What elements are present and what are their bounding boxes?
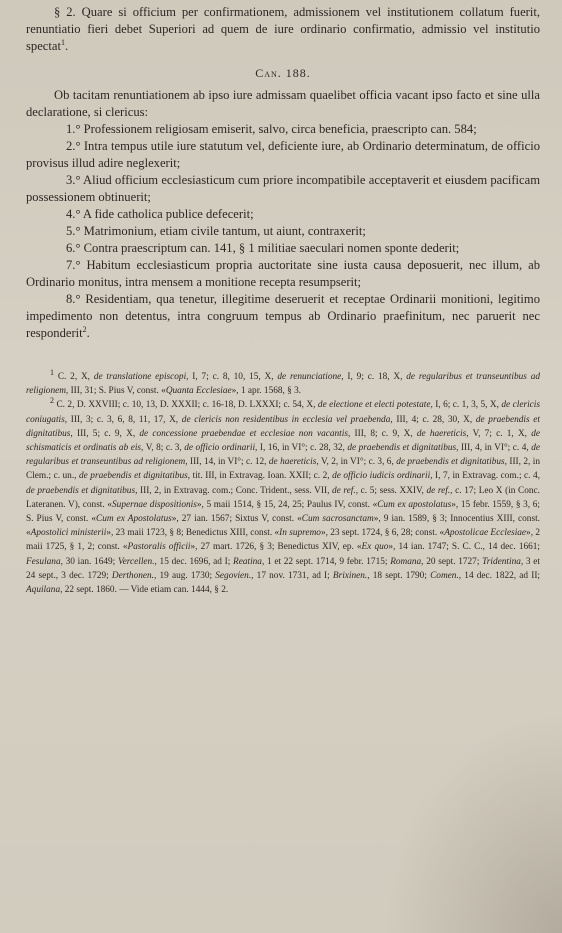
fn1-title: de regularibus et transeuntibus ad religionem,: [26, 372, 540, 397]
fn2-text: 17 nov. 1731, ad I;: [253, 570, 333, 581]
fn1-title: Quanta Ecclesiae: [165, 386, 232, 397]
fn2-text: III, 14, in VI°; c. 12,: [187, 457, 269, 468]
photo-shadow: [382, 713, 562, 933]
canon-title: Can. 188.: [255, 66, 311, 80]
fn2-title: de clericis coniugatis,: [26, 400, 540, 425]
fn2-title: de praebendis et dignitatibus,: [396, 457, 507, 468]
fn2-title: Cum ex Apostolatus: [96, 514, 172, 525]
fn2-text: », 23 maii 1723, § 8; Benedictus XIII, const. «: [106, 528, 280, 539]
fn1-title: de renunciatione,: [277, 372, 344, 382]
fn2-title: de haereticis,: [268, 457, 319, 468]
fn2-text: 1 et 22 sept. 1714, 9 febr. 1715;: [264, 556, 391, 567]
fn2-title: de clericis non residentibus in ecclesia vel praebenda,: [181, 414, 393, 425]
fn2-title: Apostolici ministerii: [30, 528, 107, 539]
fn2-text: III, 2, in Extravag. com.; Conc. Trident., sess. VII,: [137, 485, 333, 496]
fn1-text: I, 7; c. 8, 10, 15, X,: [188, 372, 278, 382]
fn1-text: », 1 apr. 1568, § 3.: [231, 386, 302, 397]
fn2-text: III, 2, in Clem.; c. un.,: [26, 457, 540, 482]
fn2-text: 19 aug. 1730;: [156, 570, 216, 581]
footnote-ref-2: 2: [82, 324, 87, 334]
fn2-title: Reatina,: [233, 556, 265, 567]
section-2-text: § 2. Quare si officium per confirmationem, admissionem vel institutionem collatum fuerit, renuntiatio fieri debet Superiori ad quem de iure ordinario confirmatio, admissio vel institutio spectat: [26, 5, 540, 53]
canon-item-4: 4.° A fide catholica publice defecerit;: [66, 207, 254, 221]
fn2-text: III, 4, in VI°; c. 4,: [458, 443, 532, 454]
fn2-text: », 23 sept. 1724, § 6, 28; const. «: [320, 528, 445, 539]
fn2-text: I, 6; c. 1, 3, 5, X,: [432, 400, 502, 411]
fn2-title: de electione et electi potestate,: [317, 400, 433, 411]
fn2-title: Fesulana,: [26, 556, 63, 567]
fn2-title: de ref.,: [426, 485, 453, 496]
fn2-text: C. 2, D. XXVIII; c. 10, 13, D. XXXII; c. 16-18, D. LXXXI; c. 54, X,: [56, 400, 318, 411]
fn2-title: de officio iudicis ordinarii,: [332, 471, 433, 482]
fn2-title: Apostolicae Ecclesiae: [444, 528, 527, 539]
fn2-title: Cum sacrosanctam: [301, 514, 374, 525]
fn2-text: III, 4; c. 28, 30, X,: [392, 414, 476, 425]
canon-intro: Ob tacitam renuntiationem ab ipso iure admissam quaelibet officia vacant ipso facto et sine ulla declaratione, si clericus:: [26, 88, 540, 119]
fn2-title: Derthonen.,: [111, 570, 157, 581]
fn2-text: I, 16, in VI°; c. 28, 32,: [257, 443, 348, 454]
fn2-text: », 2 maii 1725, § 1, 2; const. «: [26, 528, 541, 553]
fn2-title: de praebendis et dignitatibus,: [26, 414, 540, 439]
canon-item-8: [26, 291, 540, 342]
fn2-title: de ref.,: [332, 485, 359, 496]
fn2-title: de praebendis et dignitatibus,: [347, 443, 459, 454]
fn2-title: de regularibus et transeuntibus ad religionem,: [26, 443, 540, 468]
fn2-text: », 14 ian. 1747; S. C. C., 14 dec. 1661;: [388, 542, 540, 553]
fn2-title: Brixinen.,: [332, 570, 370, 581]
section-2-paragraph: [26, 4, 540, 55]
canon-item-8-end: .: [86, 326, 90, 340]
canon-item-7: 7.° Habitum ecclesiasticum propria auctoritate sine iusta causa deposuerit, nec illum, ab Ordinario monitus, intra mensem a monitione recepta resumpserit;: [26, 258, 540, 289]
fn2-title: Ex quo: [361, 542, 389, 553]
fn1-title: de translatione episcopi,: [93, 372, 189, 382]
fn2-text: 3 et 24 sept., 3 dec. 1729;: [26, 556, 541, 581]
canon-item-6: 6.° Contra praescriptum can. 141, § 1 militiae saeculari nomen sponte dederit;: [66, 241, 460, 255]
canon-item-5: 5.° Matrimonium, etiam civile tantum, ut aiunt, contraxerit;: [66, 224, 366, 238]
fn2-text: 30 ian. 1649;: [62, 556, 118, 567]
fn1-text: C. 2, X,: [57, 372, 94, 382]
fn2-title: Pastoralis officii: [127, 542, 191, 553]
fn2-title: de haereticis,: [416, 428, 469, 439]
fn2-text: c. 17; Leo X (in Conc. Lateranen. V), const. «: [26, 485, 540, 510]
fn2-title: Cum ex apostolatus: [377, 499, 452, 510]
footnote-ref-1: 1: [60, 37, 65, 47]
fn1-text: III, 31; S. Pius V, const. «: [68, 386, 166, 397]
fn2-title: de concessione praebendae et ecclesiae non vacantis,: [139, 428, 351, 439]
fn2-title: In supremo: [279, 528, 321, 539]
footnote-1-number: 1: [50, 367, 54, 377]
canon-item-2: 2.° Intra tempus utile iure statutum vel, deficiente iure, ab Ordinario determinatum, de officio provisus illud adire neglexerit;: [26, 139, 540, 170]
footnote-1: [26, 367, 540, 398]
fn2-title: de praebendis et dignitatibus,: [79, 471, 191, 482]
fn2-title: Supernae dispositionis: [112, 499, 197, 510]
fn2-text: III, 5; c. 9, X,: [72, 428, 140, 439]
fn2-text: », 27 mart. 1726, § 3; Benedictus XIV, ep. «: [190, 542, 362, 553]
fn2-text: V, 7; c. 1, X,: [468, 428, 532, 439]
fn2-title: Segovien.,: [215, 570, 254, 581]
fn2-title: Romana,: [390, 556, 424, 567]
fn2-text: », 27 ian. 1567; Sixtus V, const. «: [171, 514, 302, 525]
footnote-2-number: 2: [50, 396, 54, 406]
fn2-text: V, 8; c. 3,: [143, 443, 185, 454]
fn2-text: 22 sept. 1860. — Vide etiam can. 1444, § 2.: [62, 585, 229, 596]
fn2-title: de schismaticis et ordinatis ab eis,: [26, 428, 540, 454]
fn2-text: », 15 febr. 1559, § 3, 6; S. Pius V, const. «: [26, 499, 541, 525]
footnote-2: [26, 398, 540, 597]
fn2-text: 18 sept. 1790;: [369, 570, 431, 581]
fn2-title: Vercellen.,: [117, 556, 157, 567]
canon-item-8-text: 8.° Residentiam, qua tenetur, illegitime deseruerit et receptae Ordinarii monitioni, legitimo impedimento non detentus, intra congruum tempus ab Ordinario praefinitum, nec paruerit nec responderit: [26, 292, 540, 340]
canon-item-3: 3.° Aliud officium ecclesiasticum cum priore incompatibile acceptaverit et eiusdem pacificam possessionem obtinuerit;: [26, 173, 540, 204]
fn2-text: », 5 maii 1514, § 15, 24, 25; Paulus IV, const. «: [196, 499, 378, 510]
fn2-title: Comen.,: [430, 570, 462, 581]
fn2-text: tit. III, in Extravag. Ioan. XXII; c. 2,: [190, 471, 333, 482]
section-2-end: .: [64, 39, 69, 53]
fn2-title: Aquilana,: [26, 585, 63, 596]
fn2-title: Tridentina,: [482, 556, 524, 567]
fn2-title: de officio ordinarii,: [184, 443, 258, 454]
footnotes: [26, 367, 541, 597]
fn2-text: I, 7, in Extravag. com.; c. 4,: [432, 471, 540, 482]
fn2-text: III, 8; c. 9, X,: [350, 428, 417, 439]
fn2-text: 15 dec. 1696, ad I;: [156, 556, 234, 567]
fn2-text: III, 3; c. 3, 6, 8, 11, 17, X,: [67, 414, 182, 425]
fn2-text: », 9 ian. 1589, § 3; Innocentius XIII, const. «: [26, 514, 540, 539]
fn2-title: de praebendis et dignitatibus,: [26, 485, 138, 496]
fn2-text: c. 5; sess. XXIV,: [358, 485, 427, 496]
fn1-text: I, 9; c. 18, X,: [343, 372, 407, 382]
canon-item-1: 1.° Professionem religiosam emiserit, salvo, circa beneficia, praescripto can. 584;: [66, 122, 477, 136]
fn2-text: 20 sept. 1727;: [423, 556, 483, 567]
fn2-text: 14 dec. 1822, ad II;: [461, 570, 541, 581]
fn2-text: V, 2, in VI°; c. 3, 6,: [318, 457, 397, 468]
